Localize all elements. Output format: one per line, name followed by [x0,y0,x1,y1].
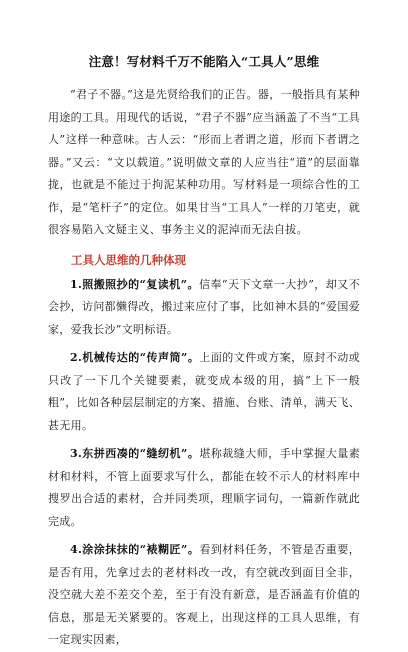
item-lead: 3.东拼西凑的“缝纫机”。 [70,447,200,460]
item-body: 信奉“天下文章一大抄”，却又不会抄，访问都懒得改，搬过来应付了事，比如神木县的“爱国爱家，爱我长沙”文明标语。 [48,277,360,336]
list-item [48,539,360,652]
item-body: 堪称裁缝大师，手中掌握大量素材和材料，不管上面要求写什么，都能在较不示人的材料库中搜罗出合适的素材，合并同类项，理顺字词句，一篇新作就此完成。 [48,447,360,528]
item-lead: 4.涂涂抹抹的“裱糊匠”。 [70,543,200,556]
document-title: 注意！写材料千万不能陷入“工具人”思维 [88,54,320,69]
list-item [48,347,360,437]
item-lead: 2.机械传达的“传声筒”。 [70,351,200,364]
intro-paragraph: “君子不器。”这是先贤给我们的正告。器，一般指具有某种用途的工具。用现代的话说，“君子不器”应当涵盖了不当“工具人”这样一种意味。古人云：“形而上者谓之道，形而下者谓之器。”又云：“文以载道。”说明做文章的人应当往“道”的层面靠拢，也就是不能过于拘泥某种功用。写材料是一项综合性的工作，是“笔杆子”的定位。如果甘当“工具人”一样的刀笔吏，就很容易陷入文疑主义、事务主义的泥淖而无法自拔。 [48,88,360,236]
item-body: 上面的文件或方案，原封不动或只改了一下几个关键要素，就变成本级的用，搞“上下一般粗”，比如各种层层制定的方案、措施、台账、清单，满天飞、甚无用。 [48,351,360,432]
section-heading: 工具人思维的几种体现 [71,252,186,267]
list-item [48,274,360,342]
list-item [48,443,360,533]
item-lead: 1.照搬照抄的“复读机”。 [70,277,199,291]
item-body: 看到材料任务，不管是否重要，是否有用，先拿过去的老材料改一改，有空就改到面目全非，没空就大差不差交个差，至于有没有新意，是否涵盖有价值的信息，那是无关紧要的。客观上，出现这样的工具人思维，有一定现实因素， [48,543,360,646]
